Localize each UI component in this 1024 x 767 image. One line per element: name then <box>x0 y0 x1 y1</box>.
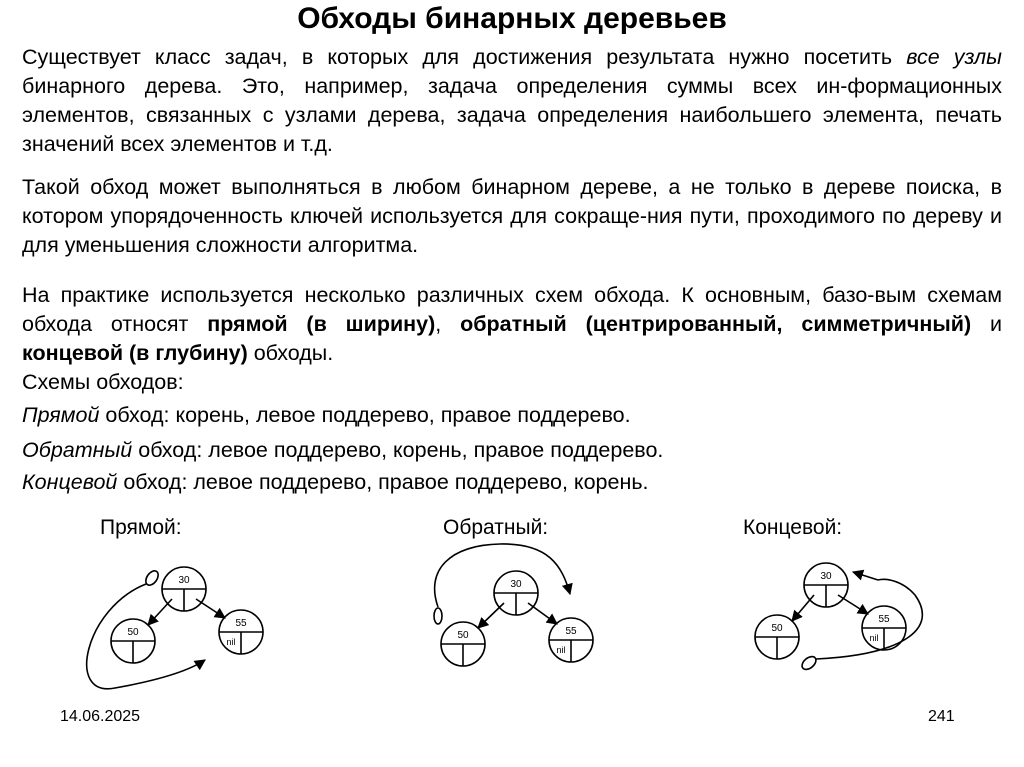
diagram-label-preorder: Прямой: <box>100 516 182 539</box>
nil-label: nil <box>226 637 236 647</box>
traversal-path-end <box>853 572 878 580</box>
edge-right <box>838 595 868 614</box>
node-left <box>441 622 485 666</box>
node-root <box>494 571 538 615</box>
nil-label: nil <box>556 645 566 655</box>
paragraph-2: Такой обход может выполняться в любом бинарном дереве, а не только в дереве поиска, в котором упорядоченность ключей используется для сокраще-ния пути, проходимого по дереву и для уменьшения сложности алгоритма. <box>22 175 1002 257</box>
tree-postorder <box>755 563 922 672</box>
node-label: 30 <box>510 579 522 590</box>
scheme-postorder: Концевой обход: левое поддерево, правое поддерево, корень. <box>22 470 649 494</box>
edge-right <box>196 599 225 618</box>
node-label: 55 <box>878 614 890 625</box>
node-label: 30 <box>820 571 832 582</box>
node-label: 50 <box>457 630 469 641</box>
node-label: 55 <box>565 626 577 637</box>
node-label: 55 <box>235 618 247 629</box>
node-root <box>162 567 206 611</box>
edge-left <box>148 599 172 625</box>
node-right <box>219 610 263 654</box>
scheme-inorder: Обратный обход: левое поддерево, корень, правое поддерево. <box>22 438 664 462</box>
node-label: 50 <box>771 623 783 634</box>
node-label: 50 <box>127 627 139 638</box>
paragraph-1: Существует класс задач, в которых для достижения результата нужно посетить все узлы бинарного дерева. Это, например, задача определения суммы всех ин-формационных элементов, связанных с узлами дерева, задача определения наибольшего элемента, печать значений всех элементов и т.д. <box>22 45 1002 156</box>
node-right <box>549 618 593 662</box>
nil-label: nil <box>869 633 879 643</box>
footer-date: 14.06.2025 <box>60 708 141 725</box>
edge-right <box>528 603 557 624</box>
edge-left <box>792 595 814 621</box>
path-start <box>800 654 819 672</box>
node-left <box>755 615 799 659</box>
diagram-label-inorder: Обратный: <box>443 516 549 539</box>
paragraph-3: На практике используется несколько различных схем обхода. К основным, базо-вым схемам обхода относят прямой (в ширину), обратный (центрированный, симметричный) и концевой (в глубину) обходы. <box>22 283 1002 365</box>
scheme-preorder: Прямой обход: корень, левое поддерево, правое поддерево. <box>22 403 631 427</box>
schemes-label: Схемы обходов: <box>22 370 184 394</box>
edge-left <box>478 603 504 628</box>
footer-page-number: 241 <box>928 708 955 725</box>
node-root <box>804 563 848 607</box>
path-start <box>434 608 442 624</box>
diagram-label-postorder: Концевой: <box>743 516 843 539</box>
node-label: 30 <box>178 575 190 586</box>
traversal-path <box>87 584 205 689</box>
node-left <box>111 619 155 663</box>
traversal-path <box>816 579 922 659</box>
tree-inorder <box>434 544 593 666</box>
page-title: Обходы бинарных деревьев <box>297 2 727 35</box>
